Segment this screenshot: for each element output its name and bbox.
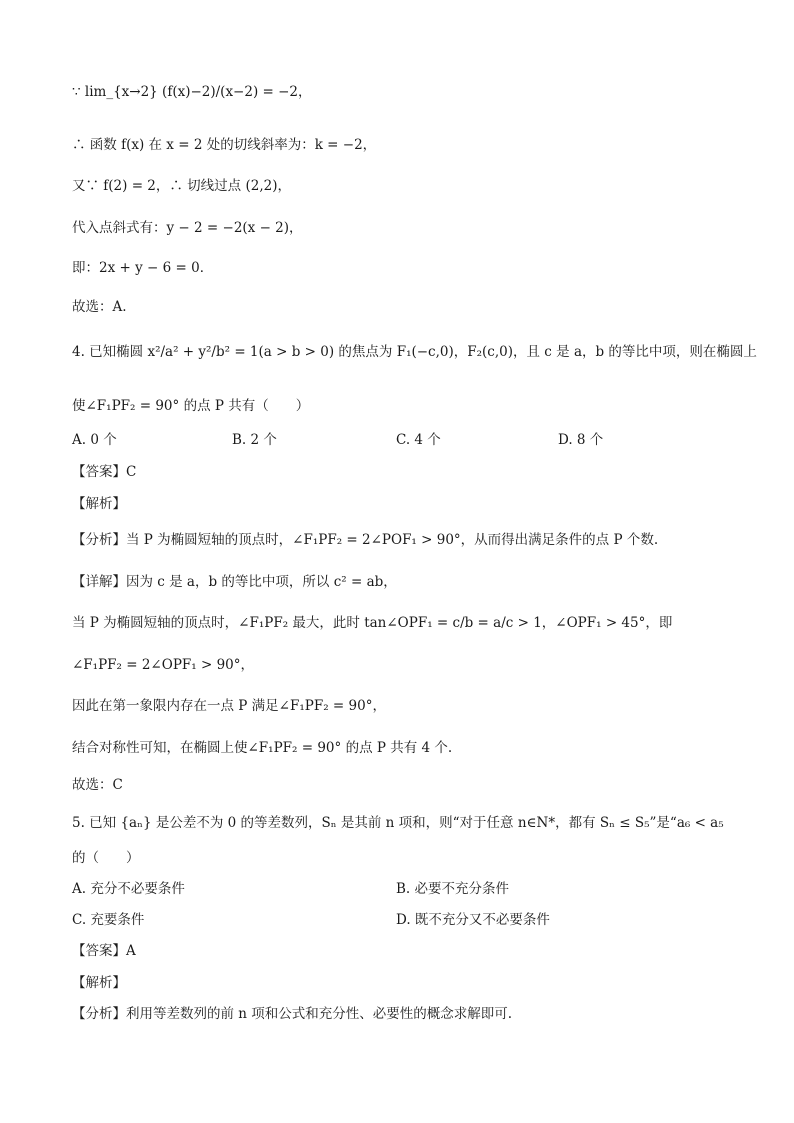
- q5-analysis-heading: 【解析】: [72, 975, 126, 991]
- q5-option-b: B. 必要不充分条件: [396, 881, 510, 897]
- point-line: 又∵ f(2) = 2，∴ 切线过点 (2,2)，: [72, 178, 291, 194]
- limit-line: ∵ lim_{x→2} (f(x)−2)/(x−2) = −2，: [72, 84, 312, 100]
- q4-detail-3: ∠F₁PF₂ = 2∠OPF₁ > 90°，: [72, 657, 254, 673]
- q4-detail-5: 结合对称性可知，在椭圆上使∠F₁PF₂ = 90° 的点 P 共有 4 个.: [72, 740, 453, 756]
- question-4-text: 4. 已知椭圆 x²/a² + y²/b² = 1(a > b > 0) 的焦点为 F₁(−c,0)，F₂(c,0)，且 c 是 a，b 的等比中项，则在椭圆上: [72, 344, 757, 360]
- q4-choice: 故选：C: [72, 777, 123, 793]
- q4-option-c: C. 4 个: [396, 432, 441, 448]
- q4-option-d: D. 8 个: [558, 432, 604, 448]
- q5-option-d: D. 既不充分又不必要条件: [396, 912, 550, 928]
- choice-a-line: 故选：A.: [72, 299, 127, 315]
- q4-option-a: A. 0 个: [72, 432, 117, 448]
- q4-analysis-heading: 【解析】: [72, 496, 126, 512]
- q4-detail-1: 【详解】因为 c 是 a，b 的等比中项，所以 c² = ab，: [72, 574, 397, 590]
- q5-analysis: 【分析】利用等差数列的前 n 项和公式和充分性、必要性的概念求解即可.: [72, 1006, 513, 1022]
- q4-answer: 【答案】C: [72, 464, 137, 480]
- question-4-text-cont: 使∠F₁PF₂ = 90° 的点 P 共有（ ）: [72, 398, 310, 414]
- slope-line: ∴ 函数 f(x) 在 x = 2 处的切线斜率为：k = −2，: [72, 137, 377, 153]
- question-5-text-cont: 的（ ）: [72, 850, 140, 866]
- point-slope-line: 代入点斜式有：y − 2 = −2(x − 2)，: [72, 220, 303, 236]
- q4-analysis: 【分析】当 P 为椭圆短轴的顶点时，∠F₁PF₂ = 2∠POF₁ > 90°，从而得出满足条件的点 P 个数.: [72, 532, 659, 548]
- q4-detail-4: 因此在第一象限内存在一点 P 满足∠F₁PF₂ = 90°，: [72, 698, 386, 714]
- q5-option-c: C. 充要条件: [72, 912, 145, 928]
- q5-option-a: A. 充分不必要条件: [72, 881, 185, 897]
- q4-option-b: B. 2 个: [232, 432, 277, 448]
- result-line: 即：2x + y − 6 = 0．: [72, 260, 214, 276]
- q4-detail-2: 当 P 为椭圆短轴的顶点时，∠F₁PF₂ 最大，此时 tan∠OPF₁ = c/b = a/c > 1，∠OPF₁ > 45°，即: [72, 615, 673, 631]
- q5-answer: 【答案】A: [72, 943, 136, 959]
- question-5-text: 5. 已知 {aₙ} 是公差不为 0 的等差数列，Sₙ 是其前 n 项和，则“对于任意 n∈N*，都有 Sₙ ≤ S₅”是“a₆ < a₅: [72, 815, 724, 831]
